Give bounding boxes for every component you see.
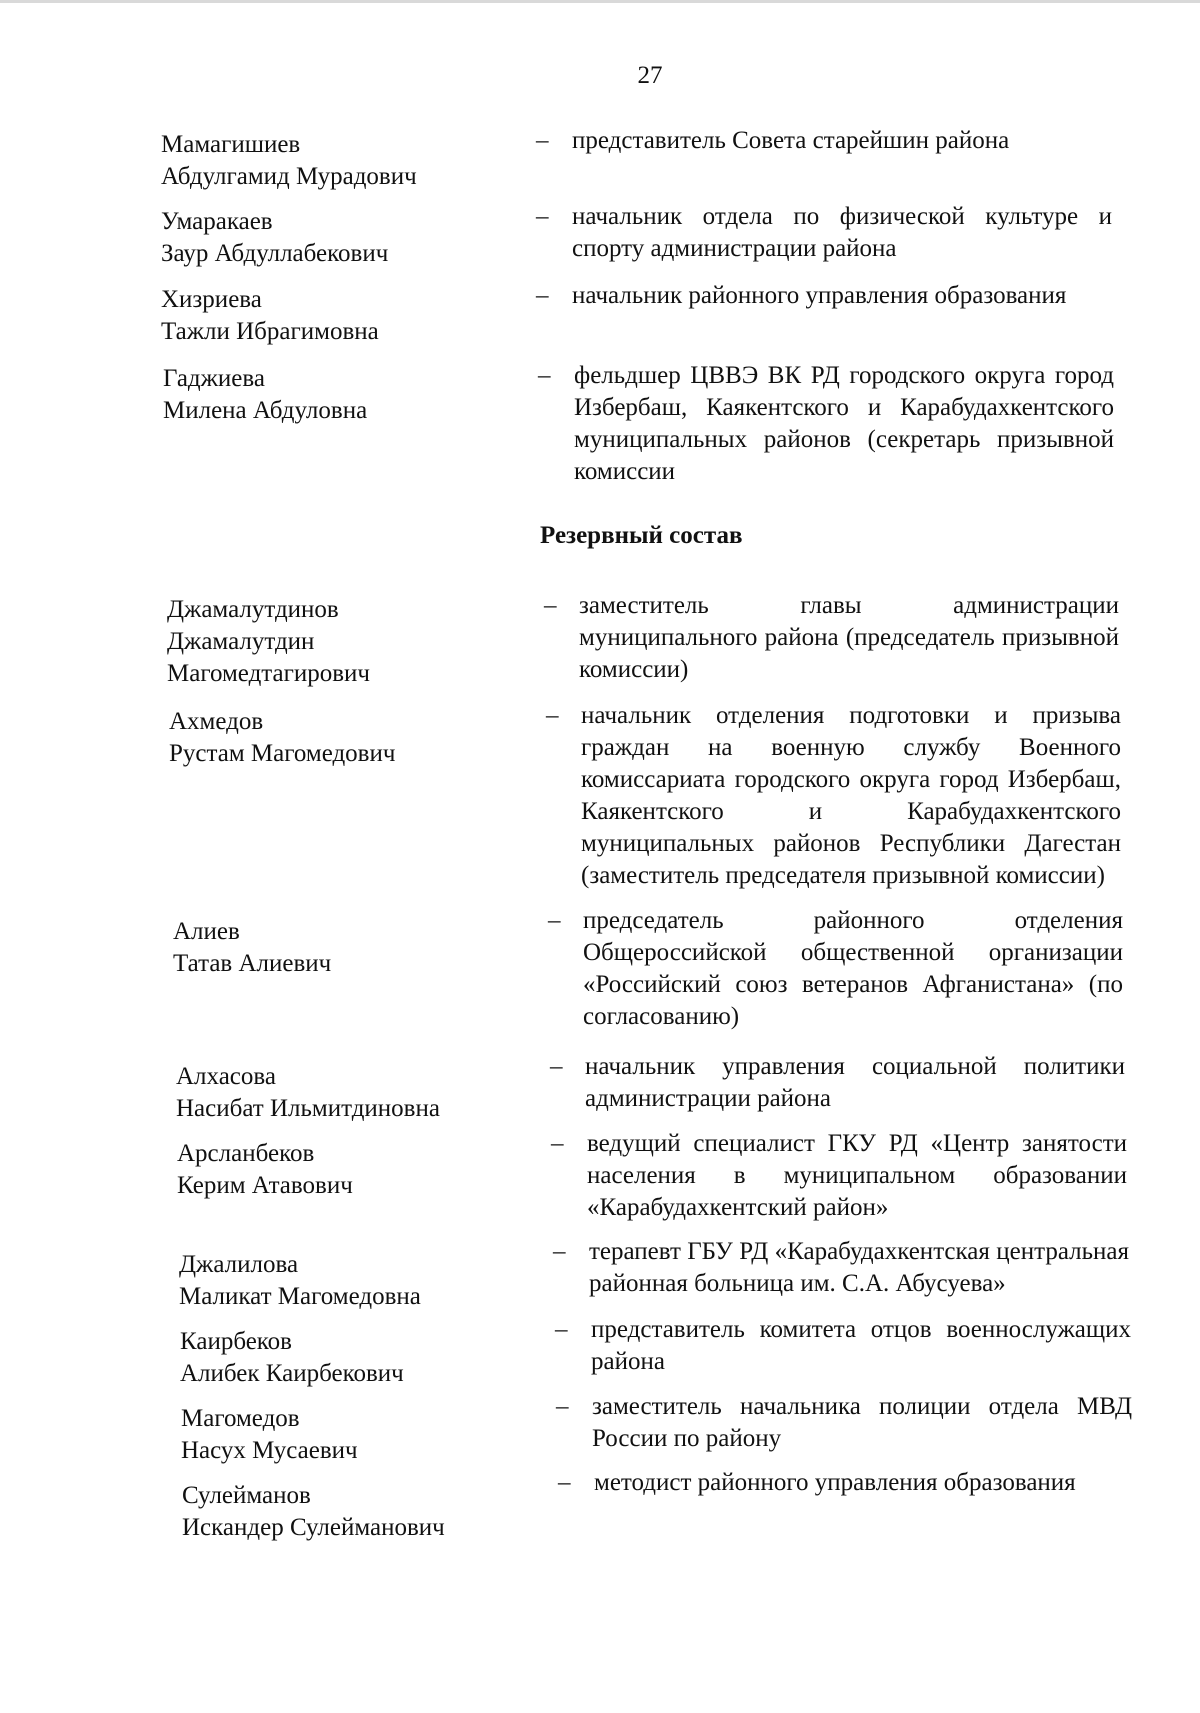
dash: – <box>546 702 559 729</box>
member-given-name: Керим Атавович <box>177 1172 353 1199</box>
member-name <box>161 129 417 193</box>
member-given-name: Абдулгамид Мурадович <box>161 163 417 190</box>
member-name <box>179 1249 421 1313</box>
member-name <box>173 916 331 980</box>
member-role: начальник отдела по физической культуре и спорту администрации района <box>572 203 1112 262</box>
member-surname: Ахмедов <box>169 708 264 735</box>
member-role: терапевт ГБУ РД «Карабудахкентская центральная районная больница им. С.А. Абусуева» <box>589 1238 1129 1297</box>
member-role: начальник управления социальной политики администрации района <box>585 1053 1125 1112</box>
member-surname: Алхасова <box>176 1063 276 1090</box>
member-given-name: Маликат Магомедовна <box>179 1283 421 1310</box>
dash: – <box>538 362 551 389</box>
member-surname: Мамагишиев <box>161 131 301 158</box>
member-surname: Магомедов <box>181 1405 300 1432</box>
member-given-name: Насибат Ильмитдиновна <box>176 1095 440 1122</box>
member-surname: Сулейманов <box>182 1482 311 1509</box>
reserve-section-title: Резервный состав <box>540 522 743 549</box>
member-given-name: Джамалутдин <box>167 628 315 655</box>
member-name <box>180 1326 404 1390</box>
member-role: фельдшер ЦВВЭ ВК РД городского округа город Избербаш, Каякентского и Карабудахкентского муниципальных районов (секретарь призывной комиссии <box>574 362 1114 485</box>
member-given-name: Заур Абдуллабекович <box>161 240 389 267</box>
member-role: председатель районного отделения Общероссийской общественной организации «Российский союз ветеранов Афганистана» (по согласованию) <box>583 907 1123 1030</box>
member-name <box>163 363 367 427</box>
member-role: представитель Совета старейшин района <box>572 127 1010 154</box>
member-role: представитель комитета отцов военнослужащих района <box>591 1316 1131 1375</box>
page-number: 27 <box>637 62 663 89</box>
member-role: начальник отделения подготовки и призыва граждан на военную службу Военного комиссариата городского округа город Избербаш, Каякентского и Карабудахкентского муниципальных районов Республики Дагестан (заместитель председателя призывной комиссии) <box>581 702 1121 889</box>
member-name <box>177 1138 353 1202</box>
member-surname: Умаракаев <box>161 208 273 235</box>
dash: – <box>556 1393 569 1420</box>
member-surname: Гаджиева <box>163 365 265 392</box>
member-surname: Каирбеков <box>180 1328 292 1355</box>
dash: – <box>558 1469 571 1496</box>
member-given-name: Насух Мусаевич <box>181 1437 358 1464</box>
member-surname: Хизриева <box>161 286 262 313</box>
member-role: заместитель главы администрации муниципального района (председатель призывной комиссии) <box>579 592 1119 683</box>
member-surname: Арсланбеков <box>177 1140 315 1167</box>
member-name <box>181 1403 358 1467</box>
dash: – <box>550 1053 563 1080</box>
member-role: методист районного управления образования <box>594 1469 1076 1496</box>
dash: – <box>536 282 549 309</box>
member-name <box>182 1480 445 1544</box>
member-patronymic: Магомедтагирович <box>167 660 371 687</box>
member-role: ведущий специалист ГКУ РД «Центр занятости населения в муниципальном образовании «Карабудахкентский район» <box>587 1130 1127 1221</box>
member-given-name: Татав Алиевич <box>173 950 332 977</box>
member-surname: Алиев <box>173 918 240 945</box>
member-name <box>161 206 388 270</box>
member-name <box>169 706 395 770</box>
dash: – <box>536 203 549 230</box>
member-name <box>176 1061 440 1125</box>
member-given-name: Рустам Магомедович <box>169 740 396 767</box>
member-name <box>161 284 379 348</box>
member-role: начальник районного управления образования <box>572 282 1067 309</box>
member-surname: Джалилова <box>179 1251 299 1278</box>
dash: – <box>555 1316 568 1343</box>
member-given-name: Алибек Каирбекович <box>180 1360 404 1387</box>
member-given-name: Милена Абдуловна <box>163 397 368 424</box>
scan-edge <box>0 0 1200 3</box>
member-surname: Джамалутдинов <box>167 596 339 623</box>
dash: – <box>536 127 549 154</box>
member-role: заместитель начальника полиции отдела МВД России по району <box>592 1393 1132 1452</box>
dash: – <box>553 1238 566 1265</box>
dash: – <box>544 592 557 619</box>
member-name <box>167 594 370 690</box>
member-given-name: Тажли Ибрагимовна <box>161 318 379 345</box>
dash: – <box>548 907 561 934</box>
member-given-name: Искандер Сулейманович <box>182 1514 445 1541</box>
dash: – <box>551 1130 564 1157</box>
